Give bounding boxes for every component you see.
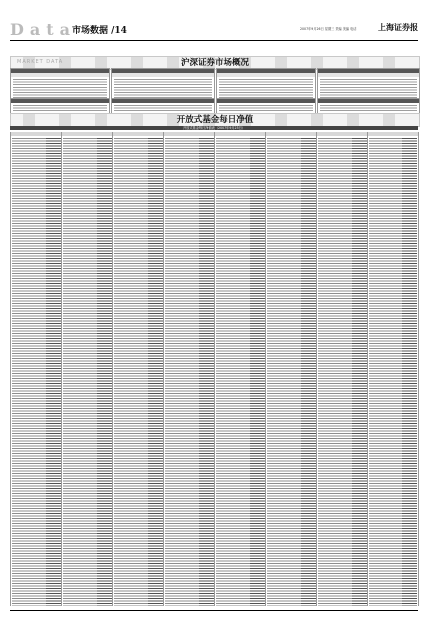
header-rule bbox=[10, 40, 418, 41]
market-block-4 bbox=[317, 68, 420, 102]
data-logo: Data bbox=[10, 20, 76, 39]
market-block-3 bbox=[216, 68, 316, 102]
fund-table-header-text: 开放式基金每日净值表（2007年9月25日） bbox=[182, 126, 245, 130]
fund-nav-table bbox=[10, 126, 418, 606]
fund-column-7 bbox=[316, 132, 368, 606]
fund-column-2 bbox=[61, 132, 113, 606]
fund-banner-title: 开放式基金每日净值 bbox=[176, 115, 254, 125]
market-block-8 bbox=[317, 98, 420, 114]
dateline: 2007年9月26日 星期三 责编 美编 电话 bbox=[300, 27, 357, 31]
section-title: 市场数据 /14 bbox=[72, 26, 127, 36]
fund-column-4 bbox=[163, 132, 215, 606]
market-block-2 bbox=[111, 68, 215, 102]
market-block-1 bbox=[10, 68, 110, 102]
footer-rule bbox=[10, 610, 418, 611]
fund-column-3 bbox=[112, 132, 164, 606]
market-banner-watermark: MARKET DATA bbox=[17, 59, 64, 65]
market-block-5 bbox=[10, 98, 110, 114]
fund-column-6 bbox=[265, 132, 317, 606]
page-header bbox=[10, 22, 418, 38]
market-block-6 bbox=[111, 98, 215, 114]
newspaper-name: 上海证券报 bbox=[378, 22, 418, 32]
market-block-7 bbox=[216, 98, 316, 114]
fund-column-8 bbox=[367, 132, 419, 606]
fund-column-5 bbox=[214, 132, 266, 606]
market-banner-title: 沪深证券市场概况 bbox=[180, 58, 249, 68]
fund-table-header bbox=[10, 126, 418, 130]
fund-column-1 bbox=[10, 132, 62, 606]
